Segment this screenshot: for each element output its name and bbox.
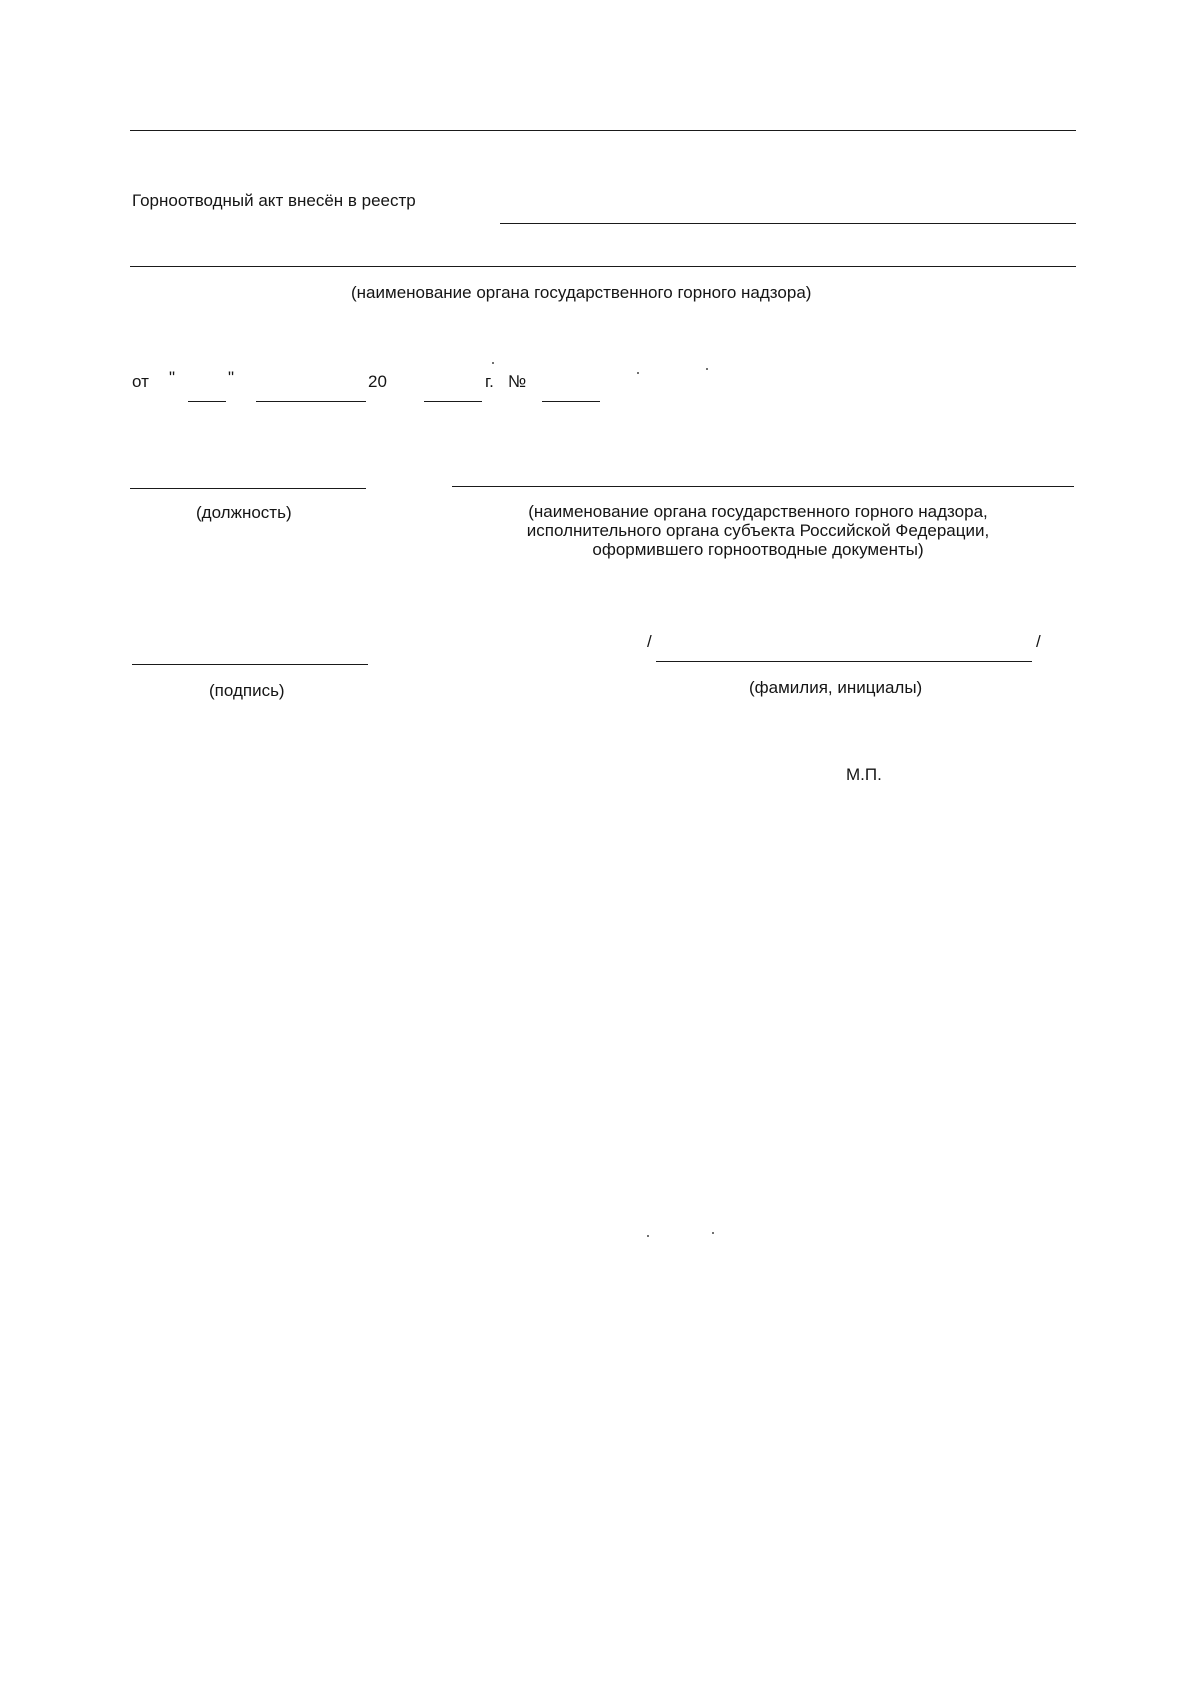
register-authority-line[interactable] — [130, 266, 1076, 267]
scan-speck — [492, 362, 494, 364]
authority-line[interactable] — [452, 486, 1074, 487]
position-caption: (должность) — [196, 503, 292, 522]
date-quote-close: " — [228, 368, 235, 387]
scan-speck — [706, 368, 708, 370]
signature-caption: (подпись) — [209, 681, 285, 700]
name-caption: (фамилия, инициалы) — [749, 678, 923, 697]
authority-caption-line-1: (наименование органа государственного горного надзора, — [528, 502, 988, 521]
top-rule — [130, 130, 1076, 131]
authority-caption — [478, 502, 1038, 559]
name-slash-right: / — [1036, 632, 1041, 651]
position-line[interactable] — [130, 488, 366, 489]
name-line[interactable] — [656, 661, 1032, 662]
scan-speck — [637, 372, 639, 374]
authority-caption-line-2: исполнительного органа субъекта Российской Федерации, — [526, 521, 990, 540]
signature-line[interactable] — [132, 664, 368, 665]
date-century: 20 — [368, 372, 387, 391]
scan-speck — [647, 1235, 649, 1237]
number-field-line[interactable] — [542, 401, 600, 402]
authority-caption-line-3: оформившего горноотводные документы) — [592, 540, 924, 559]
register-authority-caption: (наименование органа государственного горного надзора) — [351, 283, 812, 302]
name-slash-left: / — [647, 632, 652, 651]
year-field-line[interactable] — [424, 401, 482, 402]
scan-speck — [712, 1232, 714, 1234]
number-sign: № — [508, 372, 527, 391]
date-prefix: от — [132, 372, 149, 391]
date-year-suffix: г. — [485, 372, 494, 391]
day-field-line[interactable] — [188, 401, 226, 402]
stamp-label: М.П. — [846, 765, 882, 784]
register-note-label: Горноотводный акт внесён в реестр — [132, 191, 416, 210]
date-quote-open: " — [169, 368, 176, 387]
register-entry-line[interactable] — [500, 223, 1076, 224]
month-field-line[interactable] — [256, 401, 366, 402]
